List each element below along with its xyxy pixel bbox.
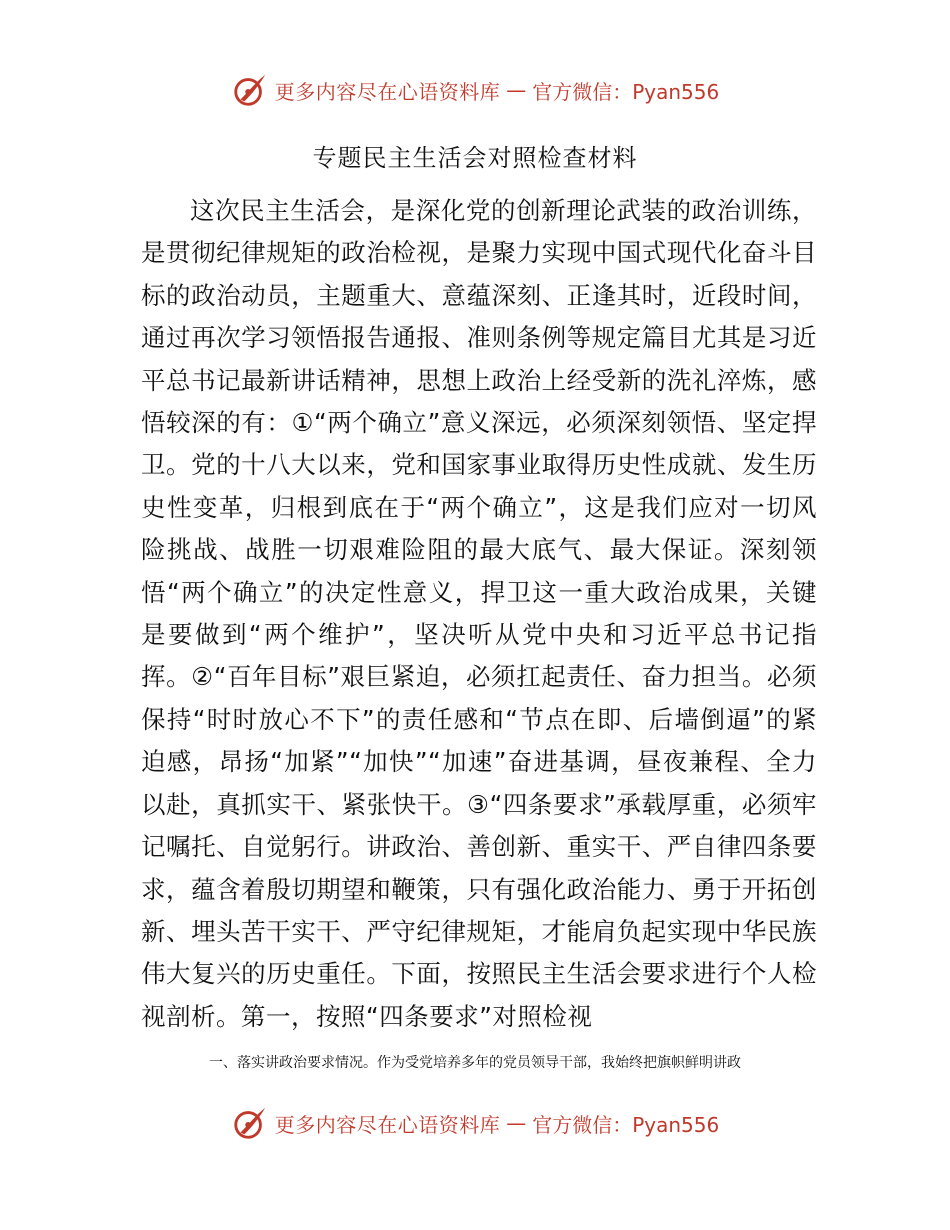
document-title: 专题民主生活会对照检查材料 [312, 144, 638, 172]
footer-banner [0, 1101, 950, 1145]
document-body: 这次民主生活会，是深化党的创新理论武装的政治训练，是贯彻纪律规矩的政治检视，是聚力实现中国式现代化奋斗目标的政治动员，主题重大、意蕴深刻、正逢其时，近段时间，通过再次学习领悟报告通报、准则条例等规定篇目尤其是习近平总书记最新讲话精神，思想上政治上经受新的洗礼淬炼，感悟较深的有：①“两个确立”意义深远，必须深刻领悟、坚定捍卫。党的十八大以来，党和国家事业取得历史性成就、发生历史性变革，归根到底在于“两个确立”，这是我们应对一切风险挑战、战胜一切艰难险阻的最大底气、最大保证。深刻领悟“两个确立”的决定性意义，捍卫这一重大政治成果，关键是要做到“两个维护”，坚决听从党中央和习近平总书记指挥。②“百年目标”艰巨紧迫，必须扛起责任、奋力担当。必须保持“时时放心不下”的责任感和“节点在即、后墙倒逼”的紧迫感，昂扬“加紧”“加快”“加速”奋进基调，昼夜兼程、全力以赴，真抓实干、紧张快干。③“四条要求”承载厚重，必须牢记嘱托、自觉躬行。讲政治、善创新、重实干、严自律四条要求，蕴含着殷切期望和鞭策，只有强化政治能力、勇于开拓创新、埋头苦干实干、严守纪律规矩，才能肩负起实现中华民族伟大复兴的历史重任。下面，按照民主生活会要求进行个人检视剖析。第一，按照“四条要求”对照检视 [141, 196, 817, 1031]
document-small-line: 一、落实讲政治要求情况。作为受党培养多年的党员领导干部，我始终把旗帜鲜明讲政 [209, 1055, 741, 1071]
banner-separator: — [506, 1111, 527, 1135]
banner-wechat: 官方微信：Pyan556 [532, 79, 720, 104]
quill-logo-icon [231, 1104, 269, 1142]
quill-logo-icon [231, 71, 269, 109]
banner-separator: — [506, 78, 527, 102]
banner-text: 更多内容尽在心语资料库 [274, 79, 501, 104]
header-banner [0, 68, 950, 112]
banner-text: 更多内容尽在心语资料库 [274, 1112, 501, 1137]
banner-wechat: 官方微信：Pyan556 [532, 1112, 720, 1137]
